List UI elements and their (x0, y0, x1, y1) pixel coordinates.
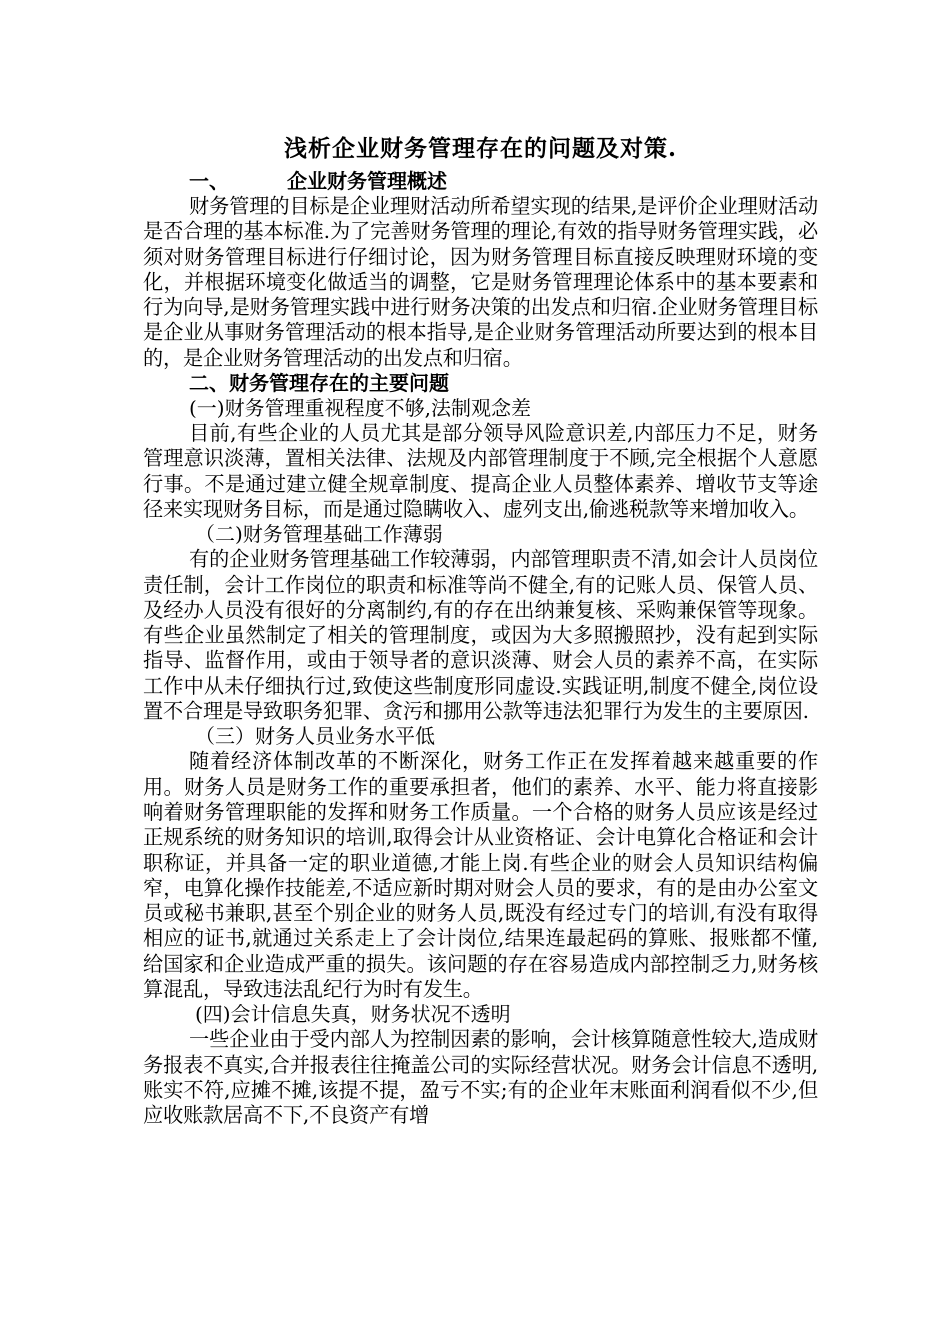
document-title: 浅析企业财务管理存在的问题及对策. (283, 135, 677, 162)
section-1-paragraph: 财务管理的目标是企业理财活动所希望实现的结果,是评价企业理财活动是否合理的基本标准.为了完善财务管理的理论,有效的指导财务管理实践，必须对财务管理目标进行仔细讨论，因为财务管理目标直接反映理财环境的变化，并根据环境变化做适当的调整，它是财务管理理论体系中的基本要素和行为向导,是财务管理实践中进行财务决策的出发点和归宿.企业财务管理目标是企业从事财务管理活动的根本指导,是企业财务管理活动所要达到的根本目的，是企业财务管理活动的出发点和归宿。 (143, 194, 818, 370)
subsection-3-paragraph: 随着经济体制改革的不断深化，财务工作正在发挥着越来越重要的作用。财务人员是财务工作的重要承担者，他们的素养、水平、能力将直接影响着财务管理职能的发挥和财务工作质量。一个合格的财务人员应该是经过正规系统的财务知识的培训,取得会计从业资格证、会计电算化合格证和会计职称证，并具备一定的职业道德,才能上岗.有些企业的财会人员知识结构偏窄，电算化操作技能差,不适应新时期对财会人员的要求，有的是由办公室文员或秘书兼职,甚至个别企业的财务人员,既没有经过专门的培训,有没有取得相应的证书,就通过关系走上了会计岗位,结果连最起码的算账、报账都不懂,给国家和企业造成严重的损失。该问题的存在容易造成内部控制乏力,财务核算混乱，导致违法乱纪行为时有发生。 (143, 749, 818, 1002)
subsection-4-paragraph: 一些企业由于受内部人为控制因素的影响，会计核算随意性较大,造成财务报表不真实,合并报表往往掩盖公司的实际经营状况。财务会计信息不透明,账实不符,应摊不摊,该提不提，盈亏不实;有的企业年末账面利润看似不少,但应收账款居高不下,不良资产有增 (143, 1027, 818, 1128)
subsection-1-heading: (一)财务管理重视程度不够,法制观念差 (189, 396, 531, 421)
subsection-3-heading: （三）财务人员业务水平低 (195, 724, 435, 749)
subsection-1-paragraph: 目前,有些企业的人员尤其是部分领导风险意识差,内部压力不足，财务管理意识淡薄，置相关法律、法规及内部管理制度于不顾,完全根据个人意愿行事。不是通过建立健全规章制度、提高企业人员整体素养、增收节支等途径来实现财务目标，而是通过隐瞒收入、虚列支出,偷逃税款等来增加收入。 (143, 421, 818, 521)
section-1-number: 一、 (189, 169, 229, 193)
section-2-heading: 二、财务管理存在的主要问题 (189, 371, 449, 396)
section-1-title: 企业财务管理概述 (287, 169, 447, 193)
subsection-2-paragraph: 有的企业财务管理基础工作较薄弱，内部管理职责不清,如会计人员岗位责任制，会计工作岗位的职责和标准等尚不健全,有的记账人员、保管人员、及经办人员没有很好的分离制约,有的存在出纳兼复核、采购兼保管等现象。有些企业虽然制定了相关的管理制度，或因为大多照搬照抄，没有起到实际指导、监督作用，或由于领导者的意识淡薄、财会人员的素养不高，在实际工作中从未仔细执行过,致使这些制度形同虚设.实践证明,制度不健全,岗位设置不合理是导致职务犯罪、贪污和挪用公款等违法犯罪行为发生的主要原因. (143, 547, 818, 724)
subsection-2-heading: （二)财务管理基础工作薄弱 (195, 522, 443, 547)
subsection-4-heading: (四)会计信息失真，财务状况不透明 (195, 1002, 511, 1027)
section-1-heading (143, 169, 818, 194)
